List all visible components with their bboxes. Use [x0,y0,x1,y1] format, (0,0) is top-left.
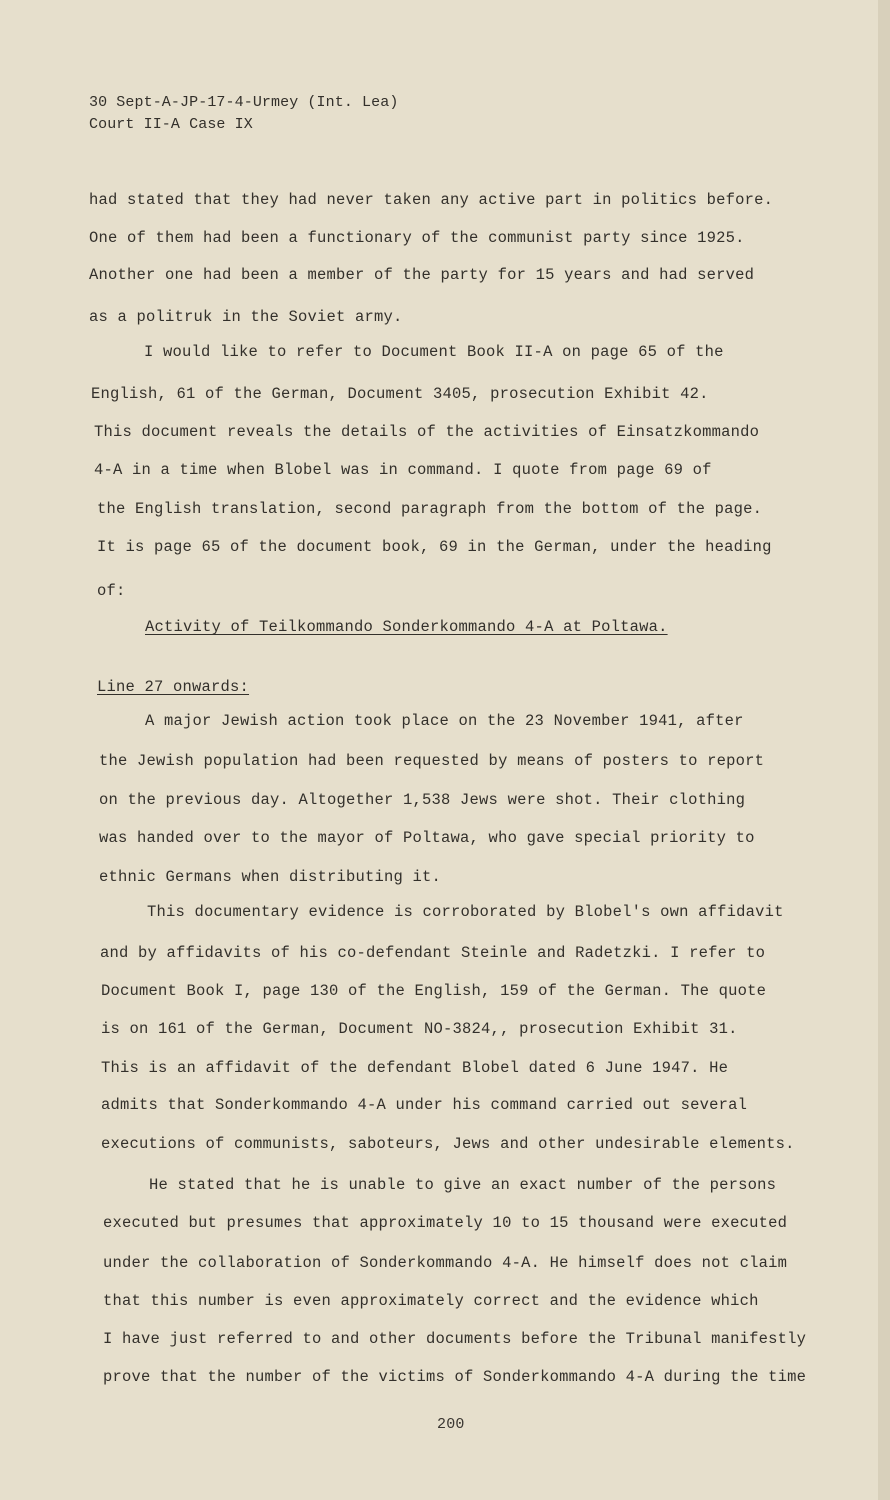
quote-line: on the previous day. Altogether 1,538 Jews were shot. Their clothing [99,791,746,809]
body-line: This document reveals the details of the activities of Einsatzkommando [94,423,760,441]
body-line: This is an affidavit of the defendant Blobel dated 6 June 1947. He [101,1059,729,1077]
quote-line: was handed over to the mayor of Poltawa, who gave special priority to [99,829,755,847]
header-line-1: 30 Sept-A-JP-17-4-Urmey (Int. Lea) [89,94,399,111]
body-line: I have just referred to and other documents before the Tribunal manifestly [103,1330,807,1348]
body-line: Another one had been a member of the party for 15 years and had served [89,266,755,284]
body-line: under the collaboration of Sonderkommando 4-A. He himself does not claim [103,1254,788,1272]
body-line: and by affidavits of his co-defendant Steinle and Radetzki. I refer to [100,944,766,962]
quote-line: the Jewish population had been requested by means of posters to report [99,752,765,770]
body-line: English, 61 of the German, Document 3405, prosecution Exhibit 42. [91,385,709,403]
quote-line: A major Jewish action took place on the 23 November 1941, after [145,712,744,730]
body-line: had stated that they had never taken any active part in politics before. [89,191,774,209]
body-line: executions of communists, saboteurs, Jews and other undesirable elements. [101,1135,795,1153]
body-line: of: [97,582,126,600]
body-line: Document Book I, page 130 of the English, 159 of the German. The quote [101,982,767,1000]
quote-line: ethnic Germans when distributing it. [99,868,442,886]
body-line: as a politruk in the Soviet army. [89,308,403,326]
body-line: It is page 65 of the document book, 69 in the German, under the heading [97,538,772,556]
body-line: is on 161 of the German, Document NO-3824,, prosecution Exhibit 31. [101,1020,738,1038]
body-line: the English translation, second paragraph from the bottom of the page. [97,500,763,518]
body-line: I would like to refer to Document Book II-A on page 65 of the [144,343,724,361]
body-line: This documentary evidence is corroborated by Blobel's own affidavit [147,903,784,921]
subheading: Line 27 onwards: [97,678,250,696]
section-heading: Activity of Teilkommando Sonderkommando 4-A at Poltawa. [145,618,668,636]
body-line: admits that Sonderkommando 4-A under his command carried out several [101,1096,748,1114]
paper-edge [878,0,890,1500]
body-line: that this number is even approximately correct and the evidence which [103,1292,759,1310]
body-line: 4-A in a time when Blobel was in command. I quote from page 69 of [94,461,712,479]
body-line: prove that the number of the victims of Sonderkommando 4-A during the time [103,1368,807,1386]
body-line: executed but presumes that approximately 10 to 15 thousand were executed [103,1214,788,1232]
header-line-2: Court II-A Case IX [89,116,253,133]
body-line: He stated that he is unable to give an exact number of the persons [149,1176,777,1194]
page-number: 200 [437,1416,465,1433]
body-line: One of them had been a functionary of the communist party since 1925. [89,229,745,247]
